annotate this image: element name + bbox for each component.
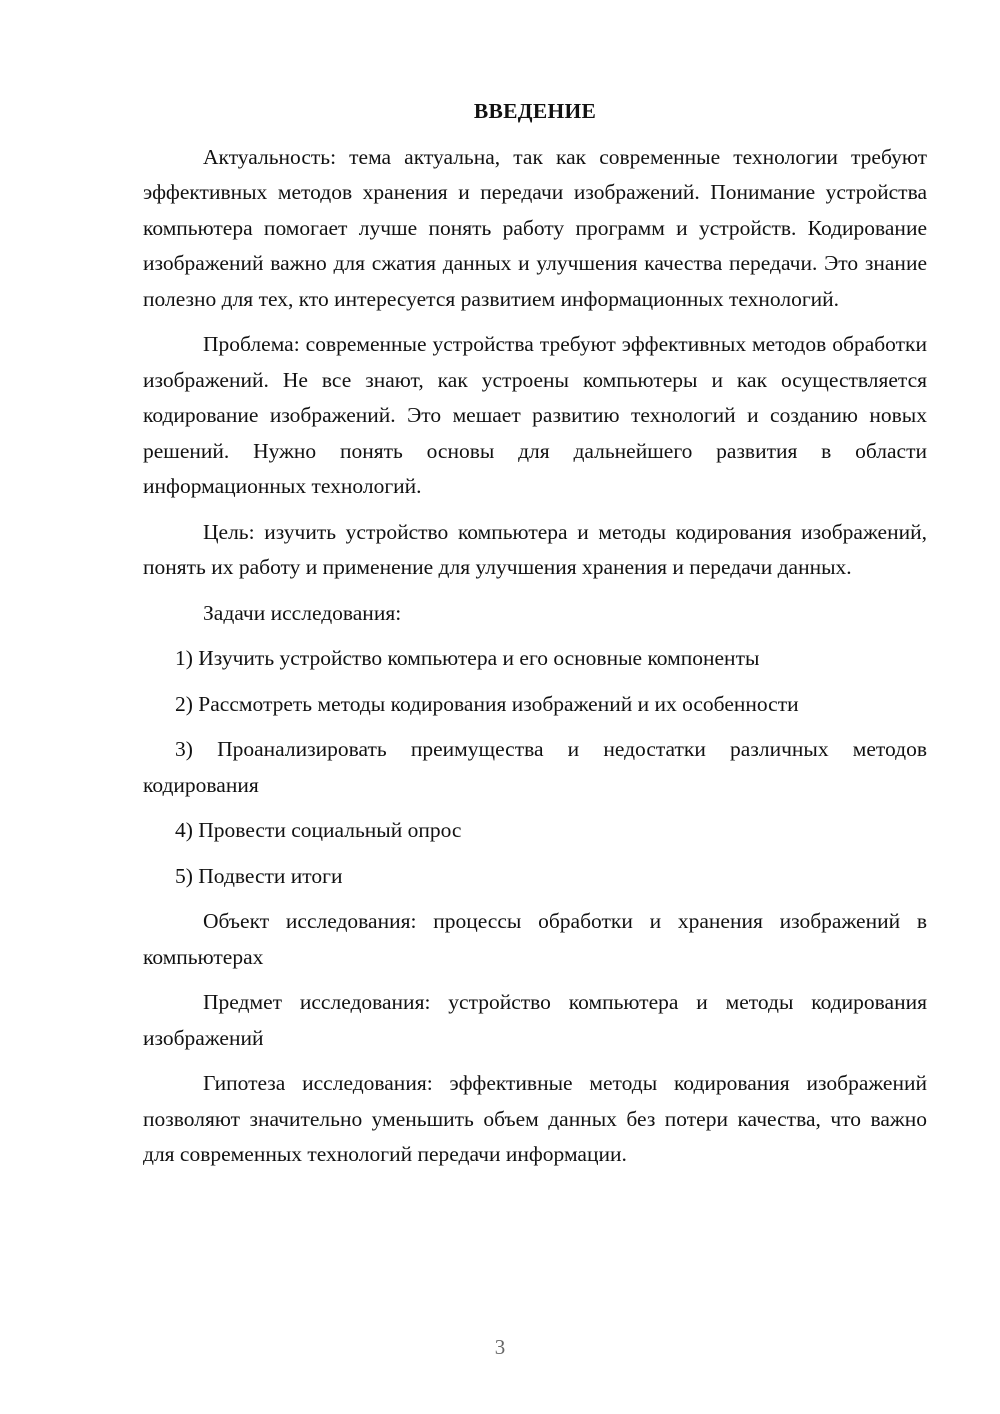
page-title: ВВЕДЕНИЕ	[473, 99, 597, 123]
task-item-3: 3) Проанализировать преимущества и недостатки различных методов кодирования	[143, 737, 927, 797]
task-item-4: 4) Провести социальный опрос	[175, 818, 462, 842]
task-item-2: 2) Рассмотреть методы кодирования изображений и их особенности	[175, 691, 799, 716]
tasks-heading: Задачи исследования:	[203, 600, 402, 625]
object-paragraph: Объект исследования: процессы обработки и хранения изображений в компьютерах	[143, 909, 927, 969]
task-item-5: 5) Подвести итоги	[175, 863, 343, 888]
subject-paragraph: Предмет исследования: устройство компьютера и методы кодирования изображений	[143, 990, 927, 1050]
page-number: 3	[494, 1335, 506, 1359]
problem-paragraph: Проблема: современные устройства требуют эффективных методов обработки изображений. Не все знают, как устроены компьютеры и как осуществляется кодирование изображений. Это мешает развитию технологий и созданию новых решений. Нужно понять основы для дальнейшего развития в области информационных технологий.	[143, 332, 927, 498]
relevance-paragraph: Актуальность: тема актуальна, так как современные технологии требуют эффективных методов хранения и передачи изображений. Понимание устройства компьютера помогает лучше понять работу программ и устройств. Кодирование изображений важно для сжатия данных и улучшения качества передачи. Это знание полезно для тех, кто интересуется развитием информационных технологий.	[143, 144, 927, 311]
hypothesis-paragraph: Гипотеза исследования: эффективные методы кодирования изображений позволяют значительно уменьшить объем данных без потери качества, что важно для современных технологий передачи информации.	[143, 1071, 927, 1166]
task-item-1: 1) Изучить устройство компьютера и его основные компоненты	[175, 646, 760, 670]
goal-paragraph: Цель: изучить устройство компьютера и методы кодирования изображений, понять их работу и применение для улучшения хранения и передачи данных.	[143, 519, 927, 579]
page-content	[143, 94, 927, 1183]
